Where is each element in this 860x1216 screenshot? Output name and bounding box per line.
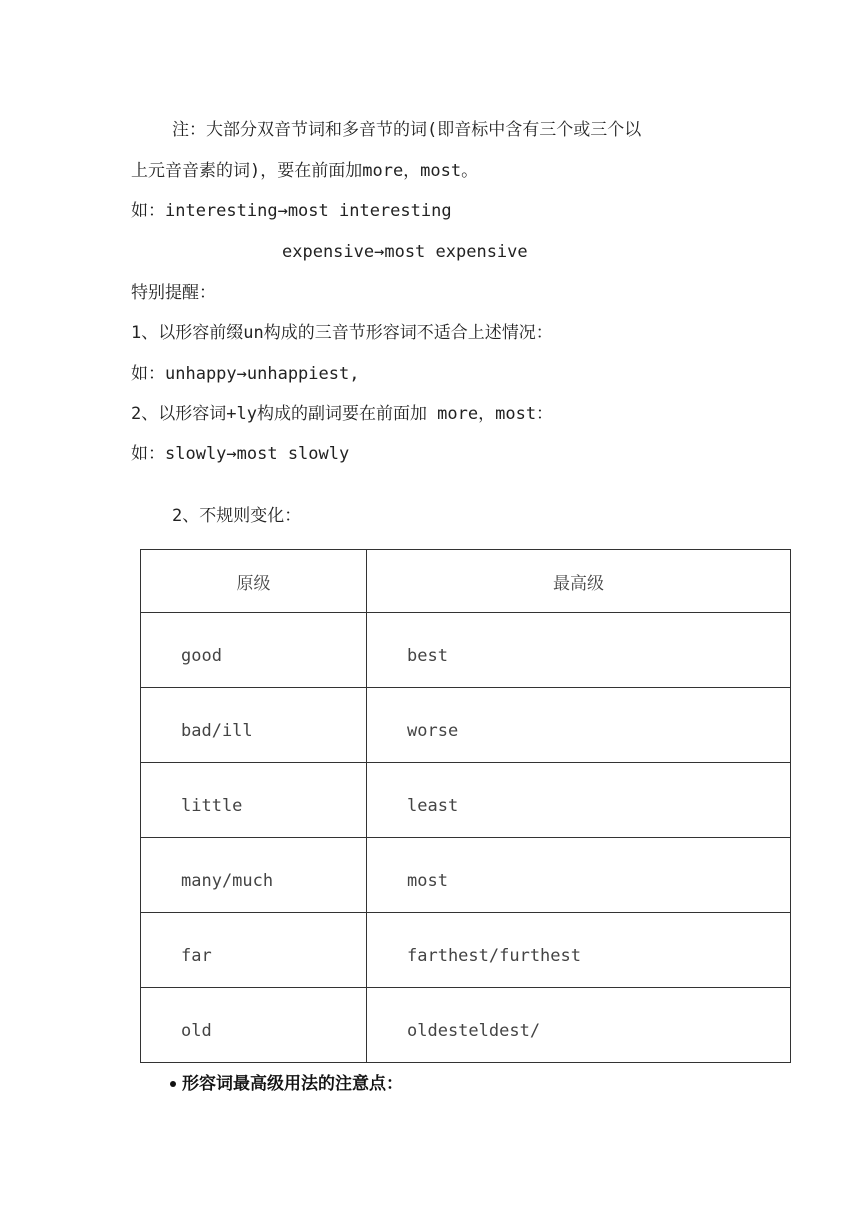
table-cell: farthest/furthest [367, 913, 791, 988]
header-cell-positive: 原级 [141, 550, 367, 613]
table-cell: old [141, 988, 367, 1063]
reminder-title: 特别提醒： [131, 283, 216, 303]
table-row [141, 613, 791, 688]
table-cell: good [141, 613, 367, 688]
section-heading: 2、不规则变化： [172, 506, 302, 526]
example-line-1: 如：interesting→most interesting [131, 201, 452, 221]
table-header-row [141, 550, 791, 613]
note-line-2: 上元音音素的词)，要在前面加more，most。 [131, 161, 479, 181]
bullet-icon [170, 1081, 176, 1087]
table-cell: oldesteldest/ [367, 988, 791, 1063]
reminder-item-2-example: 如：slowly→most slowly [131, 444, 350, 464]
table-cell: far [141, 913, 367, 988]
table-cell: bad/ill [141, 688, 367, 763]
table-row [141, 688, 791, 763]
table-row [141, 838, 791, 913]
table-row [141, 913, 791, 988]
table-cell: many/much [141, 838, 367, 913]
table-row [141, 763, 791, 838]
example-line-2: expensive→most expensive [282, 242, 528, 262]
header-cell-superlative: 最高级 [367, 550, 791, 613]
reminder-item-1-example: 如：unhappy→unhappiest, [131, 364, 360, 384]
irregular-forms-table [140, 549, 791, 1063]
reminder-item-2: 2、以形容词+ly构成的副词要在前面加 more，most： [131, 404, 554, 424]
table-cell: little [141, 763, 367, 838]
bullet-heading [170, 1069, 403, 1094]
table-cell: best [367, 613, 791, 688]
table-cell: most [367, 838, 791, 913]
bullet-heading-text: 形容词最高级用法的注意点： [182, 1074, 403, 1094]
table-row [141, 988, 791, 1063]
reminder-item-1: 1、以形容前缀un构成的三音节形容词不适合上述情况： [131, 323, 553, 343]
note-line-1: 注：大部分双音节词和多音节的词(即音标中含有三个或三个以 [172, 120, 642, 140]
table-cell: worse [367, 688, 791, 763]
table-cell: least [367, 763, 791, 838]
